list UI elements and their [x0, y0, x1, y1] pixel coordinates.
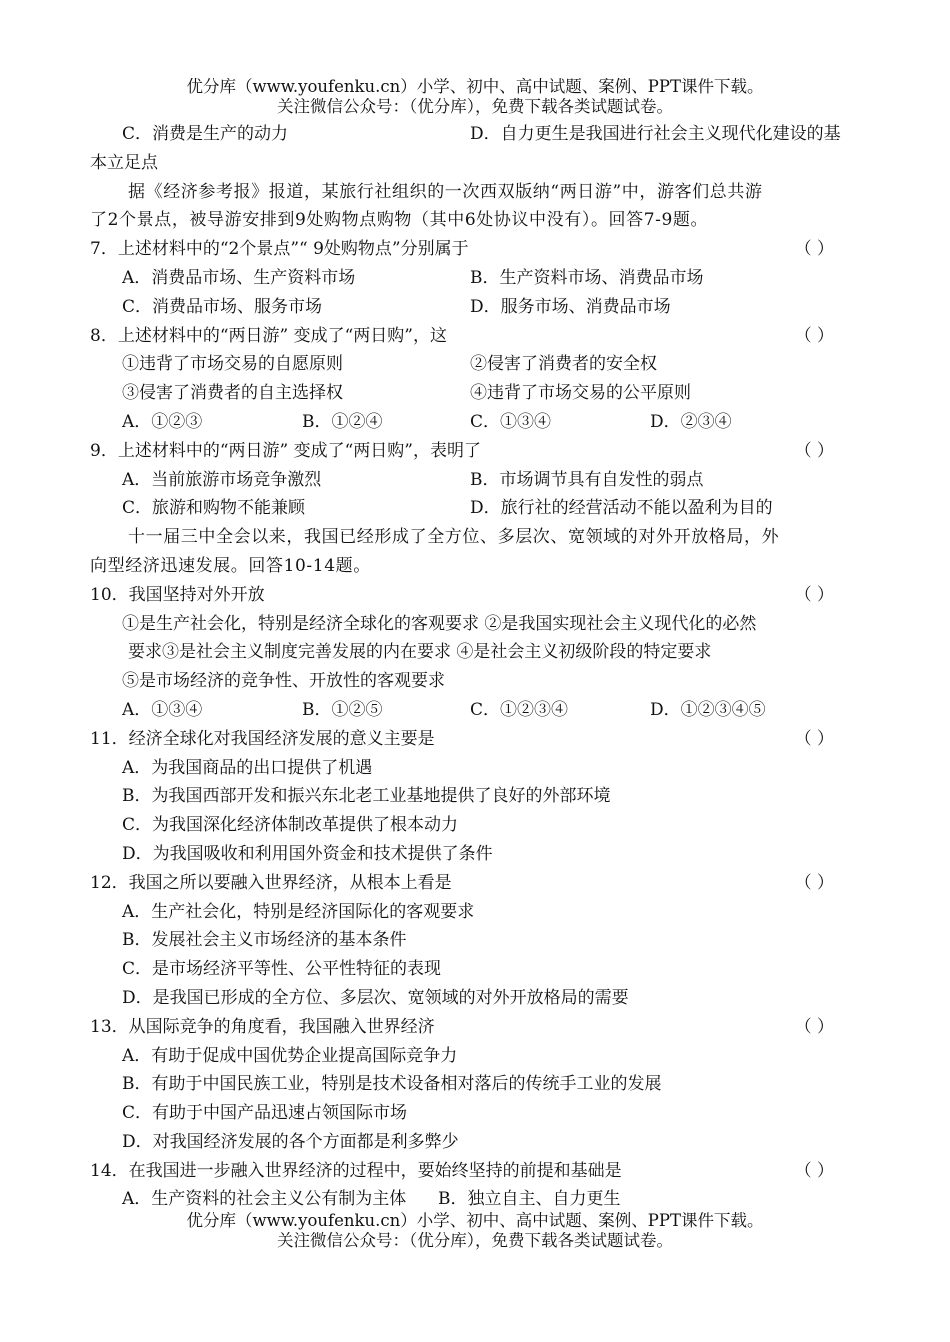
statement-1: ①违背了市场交易的自愿原则 — [122, 354, 343, 375]
answer-blank: （ ） — [794, 1016, 834, 1037]
question-10-stem: 10．我国坚持对外开放 （ ） — [90, 581, 862, 610]
question-12-option-c: C．是市场经济平等性、公平性特征的表现 — [122, 959, 442, 980]
answer-blank: （ ） — [794, 728, 834, 749]
question-13-option-c: C．有助于中国产品迅速占领国际市场 — [122, 1103, 408, 1124]
question-13-stem: 13．从国际竞争的角度看，我国融入世界经济 （ ） — [90, 1013, 862, 1042]
prev-option-c: C．消费是生产的动力 — [122, 124, 289, 144]
option-d: D．②③④ — [650, 411, 732, 432]
option-a: A．①②③ — [122, 411, 203, 432]
option-d: D．服务市场、消费品市场 — [470, 296, 671, 317]
footer-line-1: 优分库（www.youfenku.cn）小学、初中、高中试题、案例、PPT课件下载。 — [186, 1211, 764, 1230]
question-10-options-row — [90, 696, 862, 725]
question-8-statements-row-2 — [90, 379, 862, 408]
material-2-line-2: 向型经济迅速发展。回答10-14题。 — [90, 555, 371, 576]
option-b: B．独立自主、自力更生 — [438, 1189, 621, 1210]
question-12-option-d: D．是我国已形成的全方位、多层次、宽领域的对外开放格局的需要 — [122, 987, 629, 1008]
header-line-1: 优分库（www.youfenku.cn）小学、初中、高中试题、案例、PPT课件下载。 — [186, 77, 764, 96]
material-2-line-1: 十一届三中全会以来，我国已经形成了全方位、多层次、宽领域的对外开放格局，外 — [128, 527, 780, 548]
question-11-option-d: D．为我国吸收和利用国外资金和技术提供了条件 — [122, 843, 493, 864]
question-13-option-a: A．有助于促成中国优势企业提高国际竞争力 — [122, 1045, 458, 1066]
exam-body — [90, 120, 862, 1214]
option-c: C．消费品市场、服务市场 — [122, 296, 323, 317]
answer-blank: （ ） — [794, 584, 834, 605]
question-7-options-row-2 — [90, 293, 862, 322]
answer-blank: （ ） — [794, 872, 834, 893]
page-header — [0, 77, 950, 117]
answer-blank: （ ） — [794, 440, 834, 461]
answer-blank: （ ） — [794, 325, 834, 346]
option-d: D．旅行社的经营活动不能以盈利为目的 — [470, 498, 773, 519]
question-11-option-a: A．为我国商品的出口提供了机遇 — [122, 757, 373, 778]
question-10-statements-line-2: 要求③是社会主义制度完善发展的内在要求 ④是社会主义初级阶段的特定要求 — [128, 642, 712, 663]
question-8-options-row — [90, 408, 862, 437]
option-d: D．①②③④⑤ — [650, 699, 766, 720]
question-13-option-b: B．有助于中国民族工业，特别是技术设备相对落后的传统手工业的发展 — [122, 1074, 662, 1095]
question-11-stem: 11．经济全球化对我国经济发展的意义主要是 （ ） — [90, 725, 862, 754]
option-c: C．①②③④ — [470, 699, 569, 720]
answer-blank: （ ） — [794, 1160, 834, 1181]
option-a: A．当前旅游市场竞争激烈 — [122, 469, 322, 490]
question-10-statements-line-3: ⑤是市场经济的竞争性、开放性的客观要求 — [122, 671, 445, 692]
question-10-statements-line-1: ①是生产社会化，特别是经济全球化的客观要求 ②是我国实现社会主义现代化的必然 — [122, 613, 757, 634]
question-13-option-d: D．对我国经济发展的各个方面都是利多弊少 — [122, 1131, 459, 1152]
option-b: B．①②④ — [302, 411, 383, 432]
footer-line-2: 关注微信公众号：（优分库），免费下载各类试题试卷。 — [277, 1231, 673, 1250]
option-b: B．生产资料市场、消费品市场 — [470, 267, 704, 288]
prev-option-d-continued: 本立足点 — [90, 152, 158, 173]
question-12-option-b: B．发展社会主义市场经济的基本条件 — [122, 930, 407, 951]
question-12-option-a: A．生产社会化，特别是经济国际化的客观要求 — [122, 901, 475, 922]
question-11-option-b: B．为我国西部开发和振兴东北老工业基地提供了良好的外部环境 — [122, 786, 611, 807]
question-11-option-c: C．为我国深化经济体制改革提供了根本动力 — [122, 815, 459, 836]
option-a: A．①③④ — [122, 699, 203, 720]
question-9-options-row-1 — [90, 466, 862, 495]
statement-4: ④违背了市场交易的公平原则 — [470, 383, 691, 404]
question-7-stem: 7．上述材料中的“2个景点”“ 9处购物点”分别属于 （ ） — [90, 235, 862, 264]
statement-3: ③侵害了消费者的自主选择权 — [122, 383, 343, 404]
option-b: B．市场调节具有自发性的弱点 — [470, 469, 704, 490]
question-8-stem: 8．上述材料中的“两日游” 变成了“两日购”，这 （ ） — [90, 322, 862, 351]
page-footer — [0, 1211, 950, 1251]
question-14-stem: 14．在我国进一步融入世界经济的过程中，要始终坚持的前提和基础是 （ ） — [90, 1157, 862, 1186]
answer-blank: （ ） — [794, 239, 834, 260]
question-9-stem: 9．上述材料中的“两日游” 变成了“两日购”，表明了 （ ） — [90, 437, 862, 466]
prev-option-d: D．自力更生是我国进行社会主义现代化建设的基 — [470, 124, 841, 144]
material-1-line-2: 了2个景点，被导游安排到9处购物点购物（其中6处协议中没有）。回答7-9题。 — [90, 210, 709, 231]
prev-question-options-row — [90, 120, 862, 149]
question-7-options-row-1 — [90, 264, 862, 293]
statement-2: ②侵害了消费者的安全权 — [470, 354, 657, 375]
question-14-options-row — [90, 1185, 862, 1214]
question-12-stem: 12．我国之所以要融入世界经济，从根本上看是 （ ） — [90, 869, 862, 898]
option-c: C．旅游和购物不能兼顾 — [122, 498, 306, 519]
question-8-statements-row-1 — [90, 350, 862, 379]
option-b: B．①②⑤ — [302, 699, 383, 720]
question-9-options-row-2 — [90, 494, 862, 523]
material-1-line-1: 据《经济参考报》报道，某旅行社组织的一次西双版纳“两日游”中，游客们总共游 — [128, 181, 763, 202]
option-c: C．①③④ — [470, 411, 552, 432]
header-line-2: 关注微信公众号：（优分库），免费下载各类试题试卷。 — [277, 97, 673, 116]
option-a: A．消费品市场、生产资料市场 — [122, 267, 356, 288]
option-a: A．生产资料的社会主义公有制为主体 — [122, 1189, 407, 1210]
